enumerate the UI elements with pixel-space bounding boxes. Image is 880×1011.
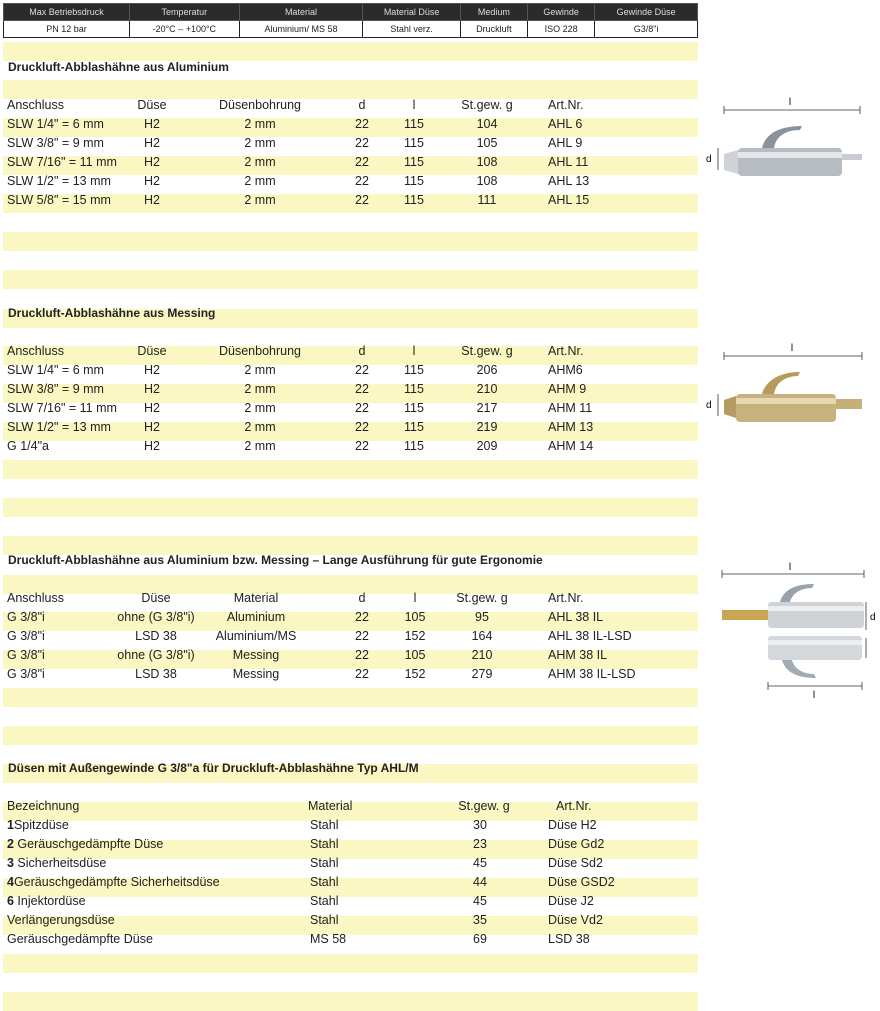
column-header: Anschluss xyxy=(7,98,64,112)
spec-value: -20°C – +100°C xyxy=(130,21,239,38)
table-cell: 22 xyxy=(355,401,369,415)
table-cell: 22 xyxy=(355,420,369,434)
nozzle-number: 6 xyxy=(7,894,14,908)
row-stripe xyxy=(3,992,698,1011)
table-cell: 105 xyxy=(476,136,498,150)
table-cell: 2 mm xyxy=(244,155,276,169)
table-cell: 217 xyxy=(476,401,498,415)
table-cell: AHL 9 xyxy=(548,136,583,150)
nozzle-number: 4 xyxy=(7,875,14,889)
table-cell: 279 xyxy=(471,667,493,681)
table-cell: AHL 6 xyxy=(548,117,583,131)
table-cell: 2 mm xyxy=(244,193,276,207)
spec-label: Material xyxy=(239,4,363,21)
table-cell: AHM 13 xyxy=(548,420,594,434)
table-cell: 105 xyxy=(404,610,426,624)
table-cell: 45 xyxy=(473,894,487,908)
section-title: Druckluft-Abblashähne aus Aluminium bzw. Messing – Lange Ausführung für gute Ergonomie xyxy=(8,553,543,567)
spec-value: G3/8"i xyxy=(595,21,698,38)
column-header: Anschluss xyxy=(7,344,64,358)
table-cell: SLW 7/16" = 11 mm xyxy=(7,155,117,169)
table-cell: Stahl xyxy=(310,856,339,870)
table-cell: Messing xyxy=(232,648,280,662)
table-cell: 23 xyxy=(473,837,487,851)
column-header: Art.Nr. xyxy=(556,799,592,813)
table-cell: Aluminium xyxy=(226,610,286,624)
dimension-d-label: d xyxy=(706,400,712,411)
row-stripe xyxy=(3,270,698,289)
table-cell: Düse Vd2 xyxy=(548,913,603,927)
table-cell: Düse Gd2 xyxy=(548,837,605,851)
table-cell: 22 xyxy=(355,610,369,624)
column-header: l xyxy=(413,591,417,605)
spec-label: Medium xyxy=(460,4,527,21)
table-cell: LSD 38 xyxy=(135,629,177,643)
table-cell: SLW 3/8" = 9 mm xyxy=(7,136,104,150)
spec-value: Aluminium/ MS 58 xyxy=(239,21,363,38)
table-cell: 219 xyxy=(476,420,498,434)
spec-label: Temperatur xyxy=(130,4,239,21)
table-cell: Stahl xyxy=(310,913,339,927)
table-cell: 115 xyxy=(404,363,424,377)
column-header: St.gew. g xyxy=(461,344,513,358)
table-cell: H2 xyxy=(144,117,160,131)
table-cell: 22 xyxy=(355,648,369,662)
table-cell: 108 xyxy=(476,155,498,169)
table-cell: 210 xyxy=(476,382,498,396)
table-cell: 115 xyxy=(404,174,424,188)
table-cell: AHL 38 IL-LSD xyxy=(548,629,632,643)
column-header: St.gew. g xyxy=(456,591,508,605)
table-cell: MS 58 xyxy=(310,932,347,946)
table-cell: H2 xyxy=(144,136,160,150)
nozzle-label: Spitzdüse xyxy=(13,818,69,832)
column-header: Material xyxy=(233,591,279,605)
table-cell: 45 xyxy=(473,856,487,870)
table-cell: 2 mm xyxy=(244,174,276,188)
table-cell: LSD 38 xyxy=(135,667,177,681)
table-cell: AHM 14 xyxy=(548,439,594,453)
table-cell: 22 xyxy=(355,667,369,681)
table-cell: AHL 13 xyxy=(548,174,590,188)
table-cell: 2 mm xyxy=(244,382,276,396)
table-cell: H2 xyxy=(144,193,160,207)
table-cell: 209 xyxy=(476,439,498,453)
row-stripe xyxy=(3,232,698,251)
table-cell: AHL 11 xyxy=(548,155,589,169)
table-cell: H2 xyxy=(144,439,160,453)
nozzle-label: Geräuschgedämpfte Düse xyxy=(7,932,153,946)
table-cell: 152 xyxy=(404,629,426,643)
column-header: Düse xyxy=(137,344,167,358)
table-cell: 115 xyxy=(404,155,424,169)
nozzle-name xyxy=(7,930,153,949)
table-cell: Düse J2 xyxy=(548,894,594,908)
column-header: St.gew. g xyxy=(461,98,513,112)
table-cell: AHM 11 xyxy=(548,401,593,415)
table-cell: Messing xyxy=(232,667,280,681)
table-cell: 22 xyxy=(355,117,369,131)
table-cell: H2 xyxy=(144,363,160,377)
table-cell: 108 xyxy=(476,174,498,188)
table-cell: ohne (G 3/8"i) xyxy=(117,610,195,624)
dimension-l-label: l xyxy=(788,97,792,108)
row-stripe xyxy=(3,498,698,517)
table-cell: AHM 38 IL xyxy=(548,648,608,662)
column-header: Bezeichnung xyxy=(7,799,80,813)
table-cell: H2 xyxy=(144,174,160,188)
table-cell: 2 mm xyxy=(244,117,276,131)
section-title: Druckluft-Abblashähne aus Aluminium xyxy=(8,60,229,74)
table-cell: SLW 1/4" = 6 mm xyxy=(7,117,104,131)
nozzle-name xyxy=(7,892,86,911)
table-cell: Stahl xyxy=(310,875,339,889)
dimension-d-label: d xyxy=(706,154,712,165)
column-header: Art.Nr. xyxy=(548,591,584,605)
column-header: Düse xyxy=(141,591,171,605)
table-cell: SLW 3/8" = 9 mm xyxy=(7,382,104,396)
nozzle-name xyxy=(7,854,106,873)
table-cell: Stahl xyxy=(310,818,339,832)
table-cell: G 3/8"i xyxy=(7,610,45,624)
table-cell: 210 xyxy=(471,648,493,662)
table-cell: 115 xyxy=(404,117,424,131)
column-header: Düsenbohrung xyxy=(218,344,301,358)
table-cell: SLW 5/8" = 15 mm xyxy=(7,193,111,207)
row-stripe xyxy=(3,726,698,745)
section-title: Druckluft-Abblashähne aus Messing xyxy=(8,306,216,320)
spec-table xyxy=(3,3,698,38)
table-cell: 30 xyxy=(473,818,487,832)
nozzle-number: 3 xyxy=(7,856,14,870)
table-cell: 22 xyxy=(355,363,369,377)
table-cell: Stahl xyxy=(310,837,339,851)
spec-value: PN 12 bar xyxy=(4,21,130,38)
aluminium-blow-gun-figure xyxy=(702,96,862,180)
table-cell: 69 xyxy=(473,932,487,946)
column-header: Düse xyxy=(137,98,167,112)
table-cell: 115 xyxy=(404,401,424,415)
column-header: d xyxy=(358,98,366,112)
dimension-l-label: l xyxy=(812,690,816,700)
table-cell: 152 xyxy=(404,667,426,681)
table-cell: Düse H2 xyxy=(548,818,597,832)
table-cell: 22 xyxy=(355,439,369,453)
table-cell: 115 xyxy=(404,439,424,453)
brass-blow-gun-figure xyxy=(704,342,864,426)
table-cell: Stahl xyxy=(310,894,339,908)
table-cell: H2 xyxy=(144,420,160,434)
table-cell: 2 mm xyxy=(244,363,276,377)
table-cell: Aluminium/MS xyxy=(215,629,297,643)
table-cell: 115 xyxy=(404,382,424,396)
table-cell: 95 xyxy=(475,610,489,624)
nozzle-number: 1 xyxy=(7,818,14,832)
table-cell: 105 xyxy=(404,648,426,662)
column-header: Art.Nr. xyxy=(548,344,584,358)
table-cell: 2 mm xyxy=(244,439,276,453)
spec-label: Max Betriebsdruck xyxy=(4,4,130,21)
column-header: St.gew. g xyxy=(458,799,510,813)
dimension-l-label: l xyxy=(788,562,792,573)
table-cell: Düse GSD2 xyxy=(548,875,615,889)
table-cell: SLW 1/4" = 6 mm xyxy=(7,363,104,377)
nozzle-label: Sicherheitsdüse xyxy=(13,856,107,870)
table-cell: AHM 38 IL-LSD xyxy=(548,667,636,681)
table-cell: 22 xyxy=(355,382,369,396)
table-cell: 104 xyxy=(476,117,498,131)
table-cell: 22 xyxy=(355,193,369,207)
spec-value: Druckluft xyxy=(460,21,527,38)
table-cell: G 3/8"i xyxy=(7,629,45,643)
spec-header-row xyxy=(4,4,698,21)
column-header: Material xyxy=(308,799,353,813)
spec-value: Stahl verz. xyxy=(363,21,460,38)
table-cell: G 1/4"a xyxy=(7,439,49,453)
table-cell: H2 xyxy=(144,401,160,415)
table-cell: 22 xyxy=(355,629,369,643)
nozzle-label: Geräuschgedämpfte Sicherheitsdüse xyxy=(13,875,220,889)
table-cell: ohne (G 3/8"i) xyxy=(117,648,195,662)
table-cell: 44 xyxy=(473,875,487,889)
row-stripe xyxy=(3,460,698,479)
nozzle-label: Injektordüse xyxy=(13,894,86,908)
table-cell: AHL 38 IL xyxy=(548,610,604,624)
table-cell: AHL 15 xyxy=(548,193,590,207)
table-cell: 115 xyxy=(404,420,424,434)
table-cell: AHM 9 xyxy=(548,382,587,396)
nozzle-name xyxy=(7,816,69,835)
column-header: l xyxy=(412,344,416,358)
table-cell: H2 xyxy=(144,155,160,169)
spec-values-row xyxy=(4,21,698,38)
table-cell: 2 mm xyxy=(244,136,276,150)
dimension-d-label: d xyxy=(870,612,876,623)
table-cell: 164 xyxy=(471,629,493,643)
table-cell: SLW 1/2" = 13 mm xyxy=(7,420,111,434)
column-header: Düsenbohrung xyxy=(218,98,301,112)
row-stripe xyxy=(3,688,698,707)
section-title: Düsen mit Außengewinde G 3/8"a für Druckluft-Abblashähne Typ AHL/M xyxy=(8,761,419,775)
table-cell: G 3/8"i xyxy=(7,667,45,681)
table-cell: Düse Sd2 xyxy=(548,856,603,870)
column-header: Art.Nr. xyxy=(548,98,584,112)
table-cell: 22 xyxy=(355,155,369,169)
nozzle-name xyxy=(7,835,163,854)
table-cell: H2 xyxy=(144,382,160,396)
table-cell: 35 xyxy=(473,913,487,927)
table-cell: 206 xyxy=(476,363,498,377)
table-cell: LSD 38 xyxy=(548,932,590,946)
long-blow-gun-figure xyxy=(718,562,880,700)
table-cell: 22 xyxy=(355,136,369,150)
nozzle-number: 2 xyxy=(7,837,14,851)
column-header: d xyxy=(358,344,366,358)
spec-label: Gewinde Düse xyxy=(595,4,698,21)
table-cell: AHM6 xyxy=(548,363,583,377)
column-header: d xyxy=(358,591,366,605)
nozzle-name xyxy=(7,911,115,930)
spec-label: Material Düse xyxy=(363,4,460,21)
table-cell: 2 mm xyxy=(244,401,276,415)
table-cell: G 3/8"i xyxy=(7,648,45,662)
table-cell: 22 xyxy=(355,174,369,188)
nozzle-name xyxy=(7,873,220,892)
table-cell: 111 xyxy=(477,193,497,207)
column-header: l xyxy=(412,98,416,112)
row-stripe xyxy=(3,954,698,973)
table-cell: 2 mm xyxy=(244,420,276,434)
nozzle-label: Geräuschgedämpfte Düse xyxy=(13,837,164,851)
table-cell: 115 xyxy=(404,136,424,150)
nozzle-label: Verlängerungsdüse xyxy=(7,913,115,927)
table-cell: SLW 1/2" = 13 mm xyxy=(7,174,111,188)
spec-label: Gewinde xyxy=(528,4,595,21)
dimension-l-label: l xyxy=(790,343,794,354)
spec-value: ISO 228 xyxy=(528,21,595,38)
column-header: Anschluss xyxy=(7,591,64,605)
table-cell: 115 xyxy=(404,193,424,207)
table-cell: SLW 7/16" = 11 mm xyxy=(7,401,117,415)
